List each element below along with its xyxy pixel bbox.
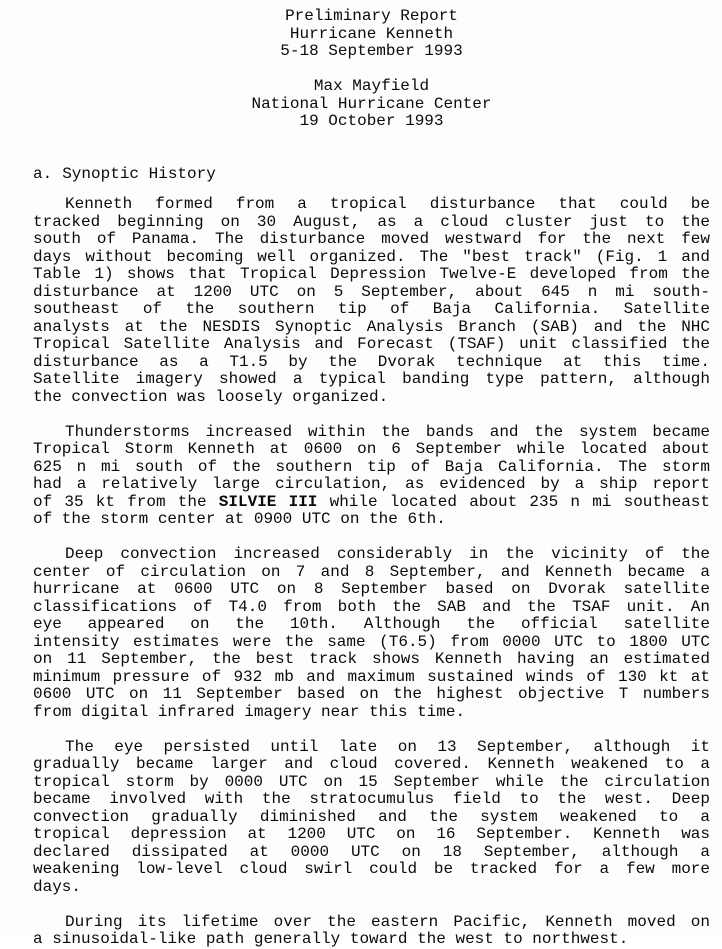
ship-name: SILVIE III — [218, 492, 318, 511]
text-line: the convection was loosely organized. — [33, 387, 389, 406]
text-line: minimum pressure of 932 mb and maximum sustained winds of 130 kt at — [33, 667, 710, 686]
author-name: Max Mayfield — [313, 77, 430, 95]
text-line: of the storm center at 0900 UTC on the 6th. — [33, 510, 446, 528]
text-line: Thunderstorms increased within the bands and the system became — [65, 422, 710, 441]
text-line: disturbance as a T1.5 by the Dvorak technique at this time. — [33, 352, 710, 371]
text-line: tropical storm by 0000 UTC on 15 September while the circulation — [33, 772, 710, 791]
text-line: 625 n mi south of the southern tip of Baja California. The storm — [33, 457, 710, 476]
section-title: Synoptic History — [62, 164, 216, 183]
ship-line-post: while located about 235 n mi southeast — [317, 492, 711, 511]
text-line: convection gradually diminished and the system weakened to a — [33, 807, 710, 826]
text-line: a sinusoidal-like path generally toward the west to northwest. — [33, 930, 629, 948]
text-line: south of Panama. The disturbance moved westward for the next few — [33, 230, 710, 248]
text-line: The eye persisted until late on 13 September, although it — [65, 737, 710, 756]
paragraph-4 — [33, 739, 710, 897]
paragraph-3 — [33, 546, 710, 721]
text-line: analysts at the NESDIS Synoptic Analysis Branch (SAB) and the NHC — [33, 317, 710, 336]
text-line: declared dissipated at 0000 UTC on 18 September, although a — [33, 842, 710, 861]
text-line: southeast of the southern tip of Baja California. Satellite — [33, 300, 710, 318]
text-line: Satellite imagery showed a typical banding type pattern, although — [33, 370, 710, 388]
text-line: days. — [33, 877, 82, 896]
text-line: weakening low-level cloud swirl could be tracked for a few more — [33, 860, 710, 878]
text-line: became involved with the stratocumulus field to the west. Deep — [33, 790, 710, 808]
text-line: tropical depression at 1200 UTC on 16 September. Kenneth was — [33, 825, 710, 843]
paragraph-2 — [33, 424, 710, 529]
ship-report-line — [33, 494, 710, 512]
text-line: Deep convection increased considerably in the vicinity of the — [65, 545, 710, 563]
text-line: classifications of T4.0 from both the SAB and the TSAF unit. An — [33, 597, 710, 616]
section-heading — [33, 166, 710, 184]
text-line: During its lifetime over the eastern Pacific, Kenneth moved on — [65, 912, 710, 931]
text-line: Table 1) shows that Tropical Depression Twelve-E developed from the — [33, 265, 710, 283]
text-line: Tropical Storm Kenneth at 0600 on 6 September while located about — [33, 440, 710, 458]
ship-line-pre: of 35 kt from the — [33, 492, 219, 511]
report-date: 19 October 1993 — [299, 112, 444, 130]
text-line: from digital infrared imagery near this time. — [33, 702, 466, 721]
report-title: Preliminary Report — [285, 7, 458, 25]
text-line: had a relatively large circulation, as evidenced by a ship report — [33, 475, 710, 493]
title-block — [33, 8, 710, 61]
text-line: Tropical Satellite Analysis and Forecast (TSAF) unit classified the — [33, 335, 710, 353]
paragraph-1 — [33, 196, 710, 406]
text-line: days without becoming well organized. The "best track" (Fig. 1 and — [33, 247, 710, 266]
text-line: intensity estimates were the same (T6.5) from 0000 UTC to 1800 UTC — [33, 632, 710, 651]
storm-name: Hurricane Kenneth — [289, 24, 454, 43]
text-line: eye appeared on the 10th. Although the official satellite — [33, 615, 710, 633]
text-line: Kenneth formed from a tropical disturbance that could be — [65, 195, 710, 213]
text-line: hurricane at 0600 UTC on 8 September based on Dvorak satellite — [33, 580, 710, 598]
text-line: 0600 UTC on 11 September based on the highest objective T numbers — [33, 685, 710, 703]
paragraph-5 — [33, 914, 710, 949]
author-block — [33, 78, 710, 131]
text-line: on 11 September, the best track shows Kenneth having an estimated — [33, 650, 710, 668]
organization-name: National Hurricane Center — [251, 94, 492, 113]
section-label: a. — [33, 164, 53, 183]
text-line: center of circulation on 7 and 8 September, and Kenneth became a — [33, 562, 710, 581]
text-line: disturbance at 1200 UTC on 5 September, about 645 n mi south- — [33, 282, 710, 301]
text-line: gradually became larger and cloud covered. Kenneth weakened to a — [33, 755, 710, 773]
text-line: tracked beginning on 30 August, as a cloud cluster just to the — [33, 212, 710, 231]
date-range: 5-18 September 1993 — [280, 42, 463, 60]
